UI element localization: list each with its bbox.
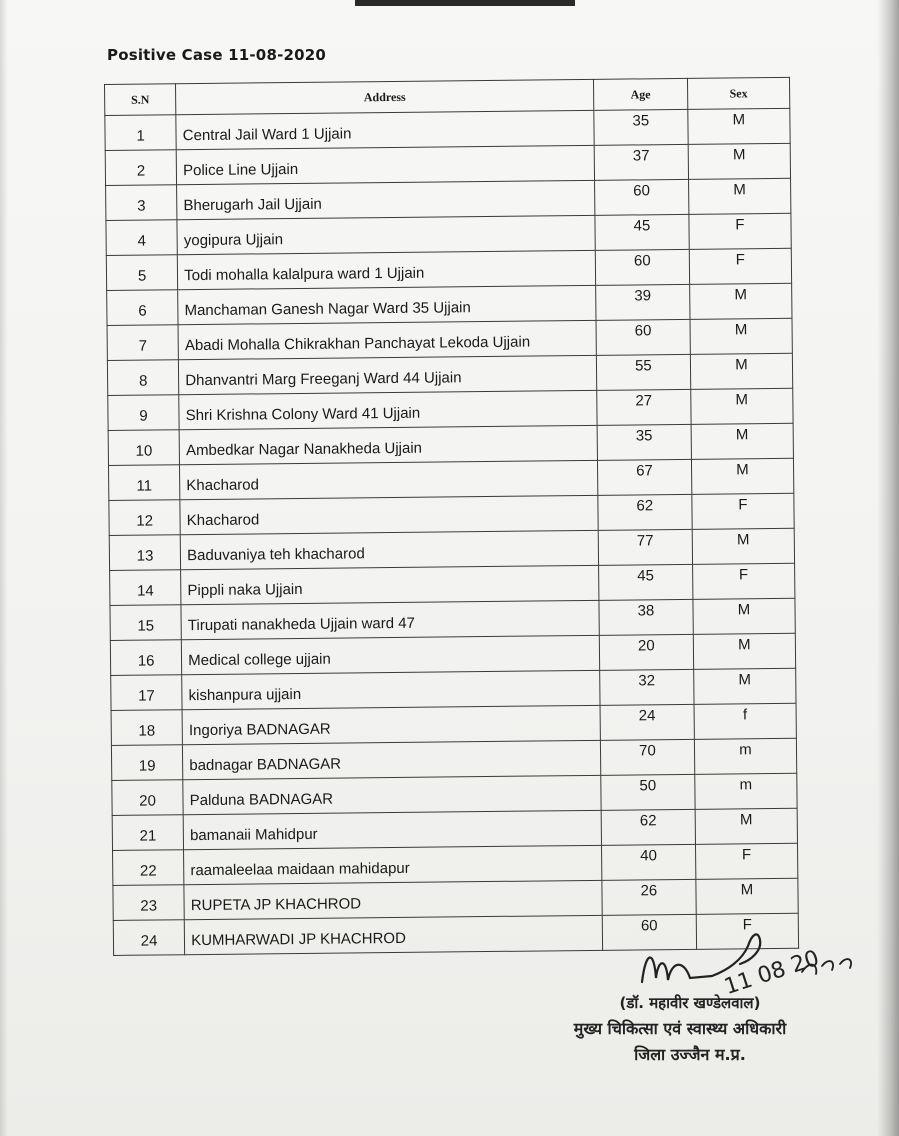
cell-sex [695,808,798,844]
cell-sn [108,465,180,501]
cell-sn [110,640,182,676]
cell-age [601,809,695,845]
cell-sn [106,220,178,256]
cell-sn-text: 14 [136,582,154,600]
cell-sex [689,213,792,249]
cell-age-text: 40 [640,846,657,864]
cell-age-text: 45 [637,566,655,584]
cell-sn-text: 24 [140,931,158,950]
cell-age-text: 39 [634,286,652,304]
positive-cases-table [104,77,799,956]
cell-age [599,564,693,600]
cell-address-text: Palduna BADNAGAR [189,790,334,809]
cell-address [179,355,597,394]
cell-age [597,389,691,425]
cell-sn-text: 13 [136,547,154,565]
cell-sn-text: 10 [135,442,153,460]
cell-address [181,565,599,604]
header-age: Age [593,78,687,110]
cell-sex [689,248,792,284]
cell-age [596,284,690,320]
cell-sex-text: F [738,495,748,513]
cell-sn [112,780,184,816]
cell-sex [694,703,797,739]
header-address: Address [176,79,594,114]
cell-sex-text: M [740,880,754,898]
cell-sex-text: M [738,670,752,688]
officer-office: जिला उज्जैन म.प्र. [634,1045,746,1064]
cell-address-text: Khacharod [186,510,260,529]
cell-sex [692,493,795,529]
cell-sex-text: F [738,565,749,583]
cell-address-text: Khacharod [186,475,260,494]
cell-age-text: 60 [633,181,650,199]
cell-address-text: Baduvaniya teh khacharod [187,544,365,564]
cell-age [596,319,690,355]
cell-sn [108,395,180,431]
cell-sex [693,633,796,669]
cell-address [176,145,594,184]
cell-sex [688,178,791,214]
cell-sex-text: M [739,810,753,828]
cell-address [180,495,598,534]
cell-sn-text: 9 [139,407,148,425]
cell-address [180,460,598,499]
cell-sn-text: 11 [136,477,153,495]
cell-sn-text: 8 [138,372,148,390]
cell-sex-text: F [735,250,745,268]
page-right-edge-shadow [877,0,899,1136]
cell-sex-text: M [732,145,746,163]
cell-age [594,144,688,180]
cell-age [595,214,689,250]
cell-sn-text: 17 [138,687,155,705]
signature-block [560,990,820,1068]
cell-sn [105,150,177,186]
cell-sn [105,115,177,151]
cell-age-text: 77 [636,531,654,549]
cell-address [177,215,595,254]
cell-age [602,879,696,915]
cell-sn-text: 15 [137,617,155,635]
cell-sn-text: 1 [136,127,145,145]
cell-sn [107,290,179,326]
cell-address-text: Dhanvantri Marg Freeganj Ward 44 Ujjain [185,368,462,389]
cell-address-text: Central Jail Ward 1 Ujjain [182,124,352,144]
cell-sex [688,108,791,144]
cell-address [184,845,602,884]
cell-address-text: Bherugarh Jail Ujjain [183,195,322,214]
cell-sex [691,423,794,459]
cell-age-text: 45 [633,216,651,234]
cell-sex-text: f [742,705,748,723]
cell-sex [693,598,796,634]
cell-sex [692,563,795,599]
cell-address [179,425,597,464]
cell-address [184,915,602,954]
cell-sex-text: F [735,215,745,233]
cell-address-text: Shri Krishna Colony Ward 41 Ujjain [185,404,421,424]
cell-sn [113,885,185,921]
cell-age [599,599,693,635]
cell-sex [688,143,791,179]
cell-age [601,774,695,810]
cell-age [595,249,689,285]
cell-age-text: 38 [637,601,655,619]
cell-sn-text: 19 [138,756,156,775]
cell-sex [692,528,795,564]
cell-sex-text: M [737,600,751,618]
cell-sn-text: 22 [139,861,157,880]
cell-sex [694,668,797,704]
cell-sex [691,458,794,494]
cell-address [183,810,601,849]
cell-sn [113,920,185,956]
cell-sex-text: M [736,460,749,478]
top-binding-strip [355,0,575,6]
cell-sn [111,745,183,781]
cell-age-text: 60 [633,251,651,269]
cell-age [596,354,690,390]
cell-address-text: kishanpura ujjain [188,685,302,704]
cell-sn [108,430,180,466]
cell-sn-text: 5 [137,267,147,285]
cell-address-text: Manchaman Ganesh Nagar Ward 35 Ujjain [184,298,471,319]
cell-sex [696,878,799,914]
cell-age-text: 55 [634,356,652,374]
header-sn: S.N [105,84,176,116]
cell-age-text: 62 [639,811,657,829]
cell-sn-text: 7 [138,337,148,355]
cell-address [179,390,597,429]
officer-name: (डॉ. महावीर खण्डेलवाल) [619,994,761,1012]
cell-sex-text: m [739,740,752,758]
cell-sex-text: M [735,390,749,408]
cell-sn-text: 4 [137,232,146,250]
cell-address-text: badnagar BADNAGAR [189,755,342,774]
cell-sex-text: M [732,110,746,128]
cell-age-text: 37 [632,146,650,164]
cell-age-text: 60 [640,916,658,934]
cell-address [177,180,595,219]
cell-address [183,775,601,814]
cell-sex-text: M [736,530,750,548]
cell-age [594,109,688,145]
cell-address-text: Abadi Mohalla Chikrakhan Panchayat Lekoda Ujjain [184,333,531,354]
cell-sn-text: 21 [139,826,157,845]
cell-age-text: 50 [639,776,657,794]
cell-sn-text: 2 [136,162,146,180]
cell-address-text: bamanaii Mahidpur [189,825,318,844]
cell-address-text: raamaleelaa maidaan mahidapur [190,859,410,879]
cell-age-text: 32 [638,671,656,689]
cell-address-text: Ingoriya BADNAGAR [188,720,331,739]
cell-age [595,179,689,215]
cell-age-text: 27 [635,391,653,409]
cell-sn [111,675,183,711]
cell-sex-text: M [735,355,748,373]
cell-address [181,635,599,674]
cell-address [177,250,595,289]
cell-sn [111,710,183,746]
table-body [105,108,799,955]
cell-sn [109,500,181,536]
cell-sn [106,255,178,291]
cell-sex-text: M [737,635,751,653]
cell-sex-text: M [733,180,746,198]
cell-sex [695,843,798,879]
cell-age-text: 62 [636,496,654,514]
cell-address-text: KUMHARWADI JP KHACHROD [191,929,406,949]
cell-sex-text: M [734,320,748,338]
cell-age-text: 67 [636,461,653,479]
cell-address-text: Police Line Ujjain [182,160,299,179]
cell-age [601,844,695,880]
cell-age [597,424,691,460]
page-left-shadow [0,0,8,1136]
cell-sn [110,570,182,606]
cell-address-text: yogipura Ujjain [183,230,284,249]
cell-address [184,880,602,919]
cell-age-text: 35 [635,426,653,444]
cell-sn [107,360,179,396]
cell-sex-text: F [741,845,752,863]
cell-address-text: Ambedkar Nagar Nanakheda Ujjain [185,439,423,459]
cell-address [178,285,596,324]
cell-sex [689,283,792,319]
cell-address-text: Pippli naka Ujjain [187,580,303,599]
cell-sex [690,318,793,354]
cell-sn-text: 23 [140,896,158,915]
cell-age-text: 26 [640,881,658,899]
cell-sn [113,850,185,886]
cell-address-text: Medical college ujjain [188,650,331,669]
cell-age [599,634,693,670]
cell-sn-text: 20 [139,791,157,810]
cell-address [181,600,599,639]
cell-age [600,669,694,705]
cell-sn [110,605,182,641]
cell-sex [694,738,797,774]
cell-address [180,530,598,569]
cell-age-text: 35 [632,111,650,129]
cell-address [182,670,600,709]
handwritten-date: 11 08 20 [721,946,823,1001]
cell-address [178,320,596,359]
cell-age [600,704,694,740]
cell-sn [107,325,179,361]
cell-address-text: Todi mohalla kalalpura ward 1 Ujjain [184,264,425,284]
cell-sex-text: m [739,775,753,793]
cell-sn-text: 3 [137,197,146,215]
cell-sex [691,388,794,424]
cell-age-text: 24 [638,706,656,724]
cell-sn [112,815,184,851]
cell-address [176,110,594,149]
cell-address-text: Tirupati nanakheda Ujjain ward 47 [187,614,416,634]
cell-sn-text: 12 [136,512,154,530]
header-sex: Sex [687,77,789,109]
cell-age [598,494,692,530]
cell-sex [690,353,793,389]
cell-sex [695,773,798,809]
cell-address [182,705,600,744]
cell-age [598,529,692,565]
cell-sn-text: 18 [138,721,156,740]
cell-age-text: 20 [637,636,655,654]
cell-address-text: RUPETA JP KHACHROD [190,894,362,914]
officer-designation: मुख्य चिकित्सा एवं स्वास्थ्य अधिकारी [573,1019,787,1038]
cell-age [597,459,691,495]
cell-sex-text: M [734,285,747,303]
cell-sn [106,185,178,221]
cell-sex-text: M [735,425,749,443]
cell-age-text: 70 [638,741,656,759]
cell-age [600,739,694,775]
cell-age-text: 60 [634,321,652,339]
cell-sex-text: F [742,915,752,933]
cell-sn-text: 6 [138,302,147,320]
cell-sn-text: 16 [137,652,155,670]
document-title: Positive Case 11-08-2020 [107,46,327,64]
cell-address [183,740,601,779]
cell-sn [109,535,181,571]
